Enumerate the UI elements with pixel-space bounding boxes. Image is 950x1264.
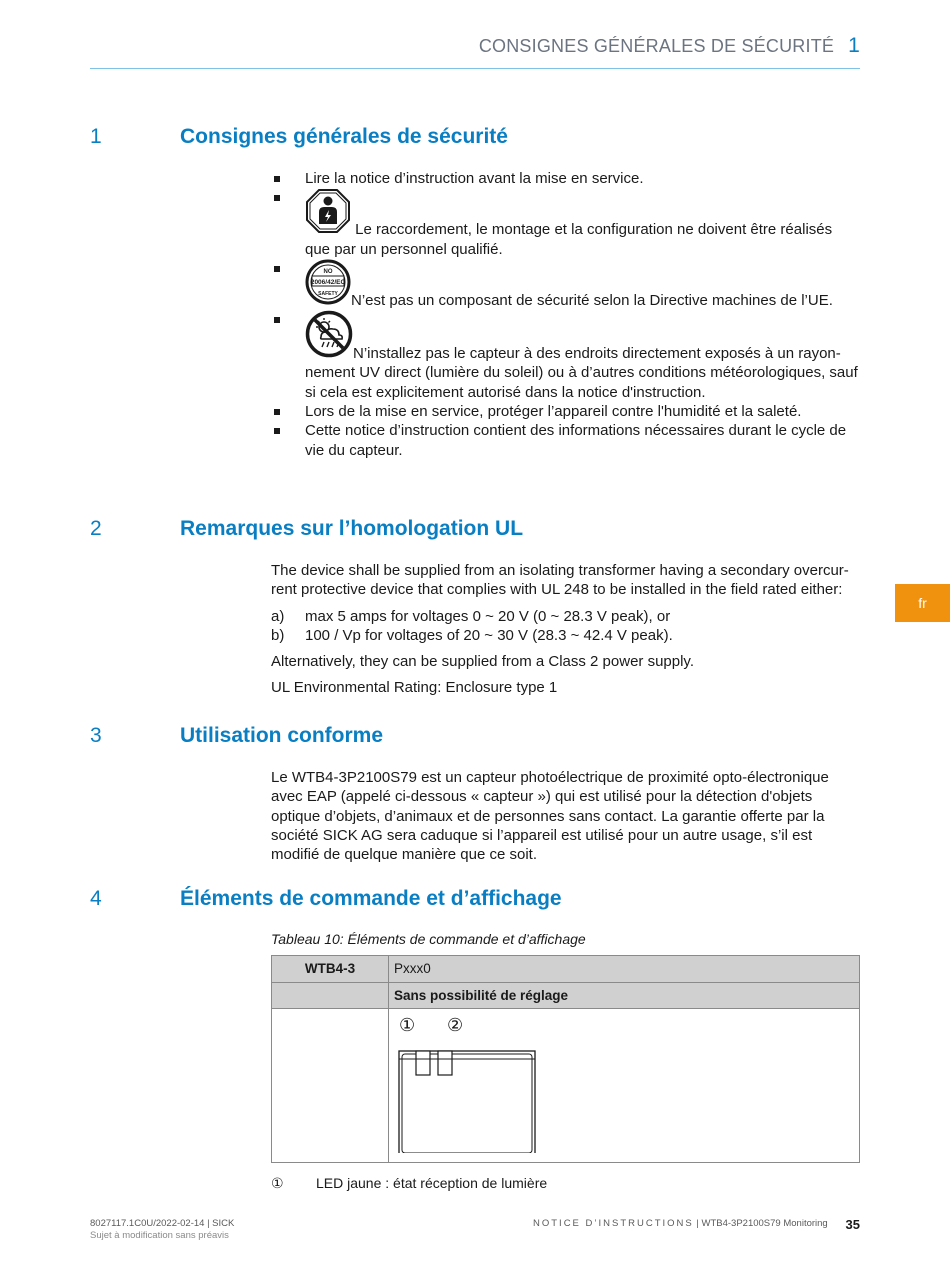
marker-1: ① [399, 1014, 416, 1036]
list-item: Le raccordement, le montage et la configuration ne doivent être réalisés que par un personnel qualifié. [271, 188, 861, 259]
safety-list-block [271, 169, 861, 460]
table-legend [271, 1174, 861, 1193]
list-item: Lors de la mise en service, protéger l’appareil contre l'humidité et la saleté. [271, 402, 861, 421]
list-item: Lire la notice d’instruction avant la mise en service. [271, 169, 861, 188]
table-row [272, 982, 860, 1008]
controls-block [271, 930, 861, 1193]
ul-alternative: Alternatively, they can be supplied from a Class 2 power supply. [271, 653, 694, 671]
section-1-number: 1 [90, 125, 102, 148]
section-2-number: 2 [90, 517, 102, 540]
list-item: N’installez pas le capteur à des endroits directement exposés à un rayon-nement UV direct (lumière du soleil) ou à d’autres conditions météorologiques, sauf si cela est explicitement autorisé dans la notice d'instruction. [271, 310, 861, 402]
no-safety-icon-middle: 2006/42/EC [310, 278, 346, 286]
list-item: NO 2006/42/EC SAFETY N’est pas un composant de sécurité selon la Directive machines de l’UE. [271, 259, 861, 310]
table-row [272, 956, 860, 982]
no-safety-icon-top: NO [323, 268, 333, 275]
no-safety-icon [305, 259, 351, 310]
table-cell-drawing [389, 1008, 860, 1162]
legend-marker: ① [271, 1175, 284, 1192]
table-cell-empty [272, 1008, 389, 1162]
header-divider [90, 68, 860, 69]
sensor-drawing [394, 1013, 544, 1153]
section-2-title: Remarques sur l’homologation UL [180, 517, 524, 540]
table-cell-empty [272, 982, 389, 1008]
footer-subject: Sujet à modification sans préavis [90, 1230, 229, 1241]
legend-text: LED jaune : état réception de lumière [316, 1175, 548, 1192]
ul-rating: UL Environmental Rating: Enclosure type 1 [271, 679, 558, 697]
table-cell-adjustment: Sans possibilité de réglage [389, 982, 860, 1008]
list-item: a) max 5 amps for voltages 0 ~ 20 V (0 ~ 28.3 V peak), or [271, 607, 671, 625]
footer-doc-id: 8027117.1C0U/2022-02-14 | SICK [90, 1218, 235, 1229]
table-row [272, 1008, 860, 1162]
running-header [479, 34, 860, 58]
language-tab-label: fr [918, 595, 927, 611]
running-header-chapter: 1 [848, 34, 860, 57]
usage-text: Le WTB4-3P2100S79 est un capteur photoélectrique de proximité opto-électronique avec EAP (appelé ci-dessous « capteur ») qui est utilisé pour la détection d'objets optique d’objets, d’animaux et de personnes sans contact. La garantie offerte par la société SICK AG sera caduque si l’appareil est utilisé pour un autre usage, s’il est modifié de quelque manière que ce soit. [271, 769, 829, 864]
page-number: 35 [845, 1217, 860, 1232]
marker-2: ② [447, 1014, 464, 1036]
footer-doc-type: NOTICE D’INSTRUCTIONS [533, 1218, 694, 1229]
usage-block [271, 768, 861, 871]
controls-table [271, 955, 860, 1163]
footer-product: | WTB4-3P2100S79 Monitoring [696, 1218, 828, 1229]
list-item: b) 100 / Vp for voltages of 20 ~ 30 V (28.3 ~ 42.4 V peak). [271, 626, 673, 644]
safety-bullet-list [271, 169, 861, 460]
list-item: Cette notice d’instruction contient des informations nécessaires durant le cycle de vie du capteur. [271, 421, 861, 460]
running-header-title: CONSIGNES GÉNÉRALES DE SÉCURITÉ [478, 36, 835, 56]
no-weather-exposure-icon [305, 310, 353, 363]
section-3-title: Utilisation conforme [180, 724, 384, 747]
table-caption: Tableau 10: Éléments de commande et d’affichage [271, 931, 586, 947]
qualified-personnel-icon [305, 188, 351, 239]
section-3-number: 3 [90, 724, 102, 747]
no-safety-icon-bottom: SAFETY [318, 290, 338, 297]
table-header-variant: Pxxx0 [389, 956, 860, 982]
section-4-title: Éléments de commande et d’affichage [180, 887, 562, 910]
footer-doc-title [533, 1218, 828, 1229]
ul-block [271, 561, 861, 705]
table-header-model: WTB4-3 [272, 956, 389, 982]
section-1-title: Consignes générales de sécurité [180, 125, 508, 148]
section-4-number: 4 [90, 887, 102, 910]
language-tab[interactable] [895, 584, 950, 622]
footer-doc-info [90, 1218, 234, 1242]
ul-intro: The device shall be supplied from an isolating transformer having a secondary overcur-rent protective device that complies with UL 248 to be installed in the field rated either: [271, 562, 849, 599]
